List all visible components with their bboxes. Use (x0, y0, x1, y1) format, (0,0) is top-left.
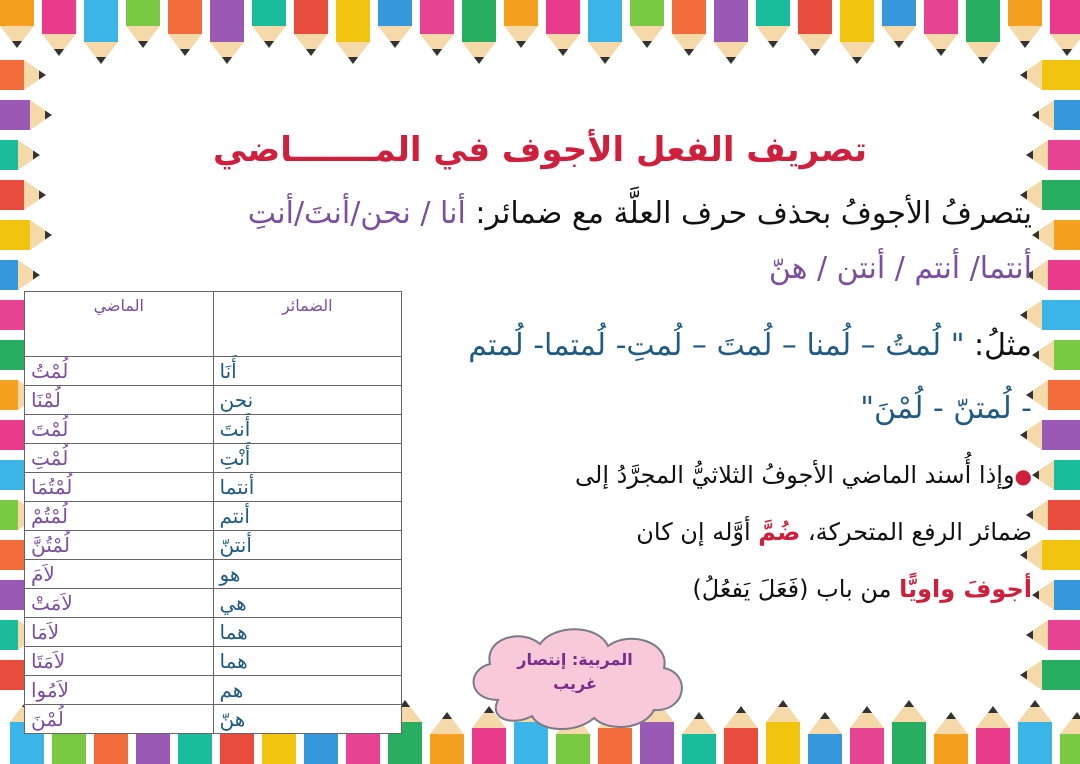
pronoun-cell: هم (213, 676, 402, 705)
pencil-decoration (798, 0, 832, 56)
pronoun-cell: أَنْتِ (213, 444, 402, 473)
pencil-decoration (0, 60, 46, 90)
pencil-decoration (126, 0, 160, 48)
pencil-decoration (966, 0, 1000, 64)
pencil-decoration (882, 0, 916, 48)
pencil-decoration (1020, 60, 1080, 90)
pencil-decoration (1026, 140, 1080, 170)
example-line-2: - لُمتنّ - لُمْنَ" (860, 391, 1032, 426)
table-row (25, 415, 402, 444)
past-form-cell: لُمْتُ (25, 357, 214, 386)
pencil-decoration (976, 706, 1010, 764)
pencil-decoration (766, 700, 800, 764)
table-row (25, 560, 402, 589)
rule-text-2a: ضمائر الرفع المتحركة، (800, 518, 1032, 546)
header-pronouns: الضمائر (213, 292, 402, 357)
pronoun-cell: أنتنّ (213, 531, 402, 560)
table-row (25, 705, 402, 734)
pencil-decoration (1026, 380, 1080, 410)
table-row (25, 502, 402, 531)
pencil-decoration (1026, 500, 1080, 530)
pencil-decoration (378, 0, 412, 48)
pencil-decoration (0, 0, 34, 48)
rule-text-3b: من باب (فَعَلَ يَفعُلُ) (692, 575, 900, 603)
past-form-cell: لُمْتُمَا (25, 473, 214, 502)
pencil-decoration (840, 0, 874, 64)
pencil-decoration (1060, 712, 1080, 764)
pencil-decoration (892, 700, 926, 764)
pencil-decoration (934, 712, 968, 764)
pencil-decoration (1032, 460, 1080, 490)
table-row (25, 444, 402, 473)
header-past: الماضي (25, 292, 214, 357)
intro-line-2: أنتما/ أنتم / أنتن / هنّ (768, 251, 1032, 286)
pencil-decoration (1032, 100, 1080, 130)
rule-text-2c: أوَّله إن كان (636, 518, 759, 546)
pencil-decoration (1050, 0, 1080, 56)
past-form-cell: لُمْنَ (25, 705, 214, 734)
pencil-decoration (84, 0, 118, 64)
pencil-decoration (630, 0, 664, 48)
pencil-decoration (1032, 220, 1080, 250)
pencil-decoration (1026, 260, 1080, 290)
pronoun-cell: أَنَا (213, 357, 402, 386)
rule-line-1 (575, 458, 1032, 493)
table-row (25, 647, 402, 676)
pronoun-cell: أنتما (213, 473, 402, 502)
pencil-decoration (0, 100, 52, 130)
pencil-decoration (462, 0, 496, 64)
pencil-decoration (546, 0, 580, 56)
pronoun-cell: هما (213, 618, 402, 647)
past-form-cell: لاَمُوا (25, 676, 214, 705)
past-form-cell: لاَمَتَا (25, 647, 214, 676)
pencil-decoration (588, 0, 622, 64)
example-label: مثلُ: (964, 328, 1032, 363)
pencil-decoration (808, 712, 842, 764)
rule-line-3 (692, 572, 1032, 606)
past-form-cell: لاَمَ (25, 560, 214, 589)
pencil-decoration (168, 0, 202, 56)
pronoun-cell: هنّ (213, 705, 402, 734)
pencil-decoration (850, 706, 884, 764)
pencil-decoration (0, 140, 40, 170)
pronoun-cell: هي (213, 589, 402, 618)
past-form-cell: لُمْتُنَّ (25, 531, 214, 560)
credit-line-2: غريب (553, 674, 597, 693)
pencil-decoration (0, 180, 46, 210)
intro-text: يتصرفُ الأجوفُ بحذف حرف العلَّة مع ضمائر: (475, 196, 1032, 231)
past-form-cell: لاَمَتْ (25, 589, 214, 618)
pencil-decoration (924, 0, 958, 56)
pencil-decoration (1032, 340, 1080, 370)
pencil-decoration (0, 220, 52, 250)
table-row (25, 676, 402, 705)
pencil-decoration (1008, 0, 1042, 48)
pencil-decoration (1020, 660, 1080, 690)
pencil-decoration (294, 0, 328, 56)
rule-text-1: وإذا أُسند الماضي الأجوفُ الثلاثيُّ المجرَّدُ إلى (575, 461, 1015, 489)
example-forms-1: " لُمتُ – لُمنا – لُمتَ – لُمتِ- لُمتما- لُمتم (468, 328, 965, 363)
past-form-cell: لُمْتَ (25, 415, 214, 444)
credit-text (500, 648, 650, 696)
pencil-decoration (420, 0, 454, 56)
bullet-icon: ● (1014, 464, 1032, 488)
past-form-cell: لاَمَا (25, 618, 214, 647)
past-form-cell: لُمْنَا (25, 386, 214, 415)
example-line-1 (468, 325, 1032, 367)
pronoun-cell: أنتم (213, 502, 402, 531)
intro-pronouns-1: أنا / نحن/أنتَ/أنتِ (247, 196, 476, 231)
pronoun-cell: نحن (213, 386, 402, 415)
pencil-decoration (252, 0, 286, 48)
table-row (25, 531, 402, 560)
pencil-decoration (1026, 620, 1080, 650)
pencil-decoration (336, 0, 370, 64)
table-row (25, 386, 402, 415)
pencil-decoration (0, 260, 40, 290)
table-row (25, 473, 402, 502)
pencil-decoration (672, 0, 706, 56)
rule-line-2 (636, 515, 1032, 549)
pronoun-cell: أَنتَ (213, 415, 402, 444)
conjugation-table (24, 291, 402, 734)
pencil-decoration (1032, 580, 1080, 610)
past-form-cell: لُمْتِ (25, 444, 214, 473)
rule-text-2b: ضُمَّ (758, 518, 801, 546)
pencil-decoration (42, 0, 76, 56)
rule-text-3a: أجوفَ واويًّا (899, 575, 1032, 603)
table-row (25, 618, 402, 647)
pencil-decoration (724, 706, 758, 764)
pencil-decoration (1018, 700, 1052, 764)
pencil-decoration (210, 0, 244, 64)
pronoun-cell: هما (213, 647, 402, 676)
table-row (25, 357, 402, 386)
pronoun-cell: هو (213, 560, 402, 589)
pencil-decoration (714, 0, 748, 64)
intro-line-1 (248, 193, 1032, 235)
past-form-cell: لُمْتُمْ (25, 502, 214, 531)
table-row (25, 589, 402, 618)
credit-line-1: المربية: إنتصار (517, 650, 633, 669)
pencil-decoration (504, 0, 538, 48)
table-header-row (25, 292, 402, 357)
pencil-decoration (756, 0, 790, 48)
page-title: تصريف الفعل الأجوف في المـــــــاضي (213, 130, 867, 170)
